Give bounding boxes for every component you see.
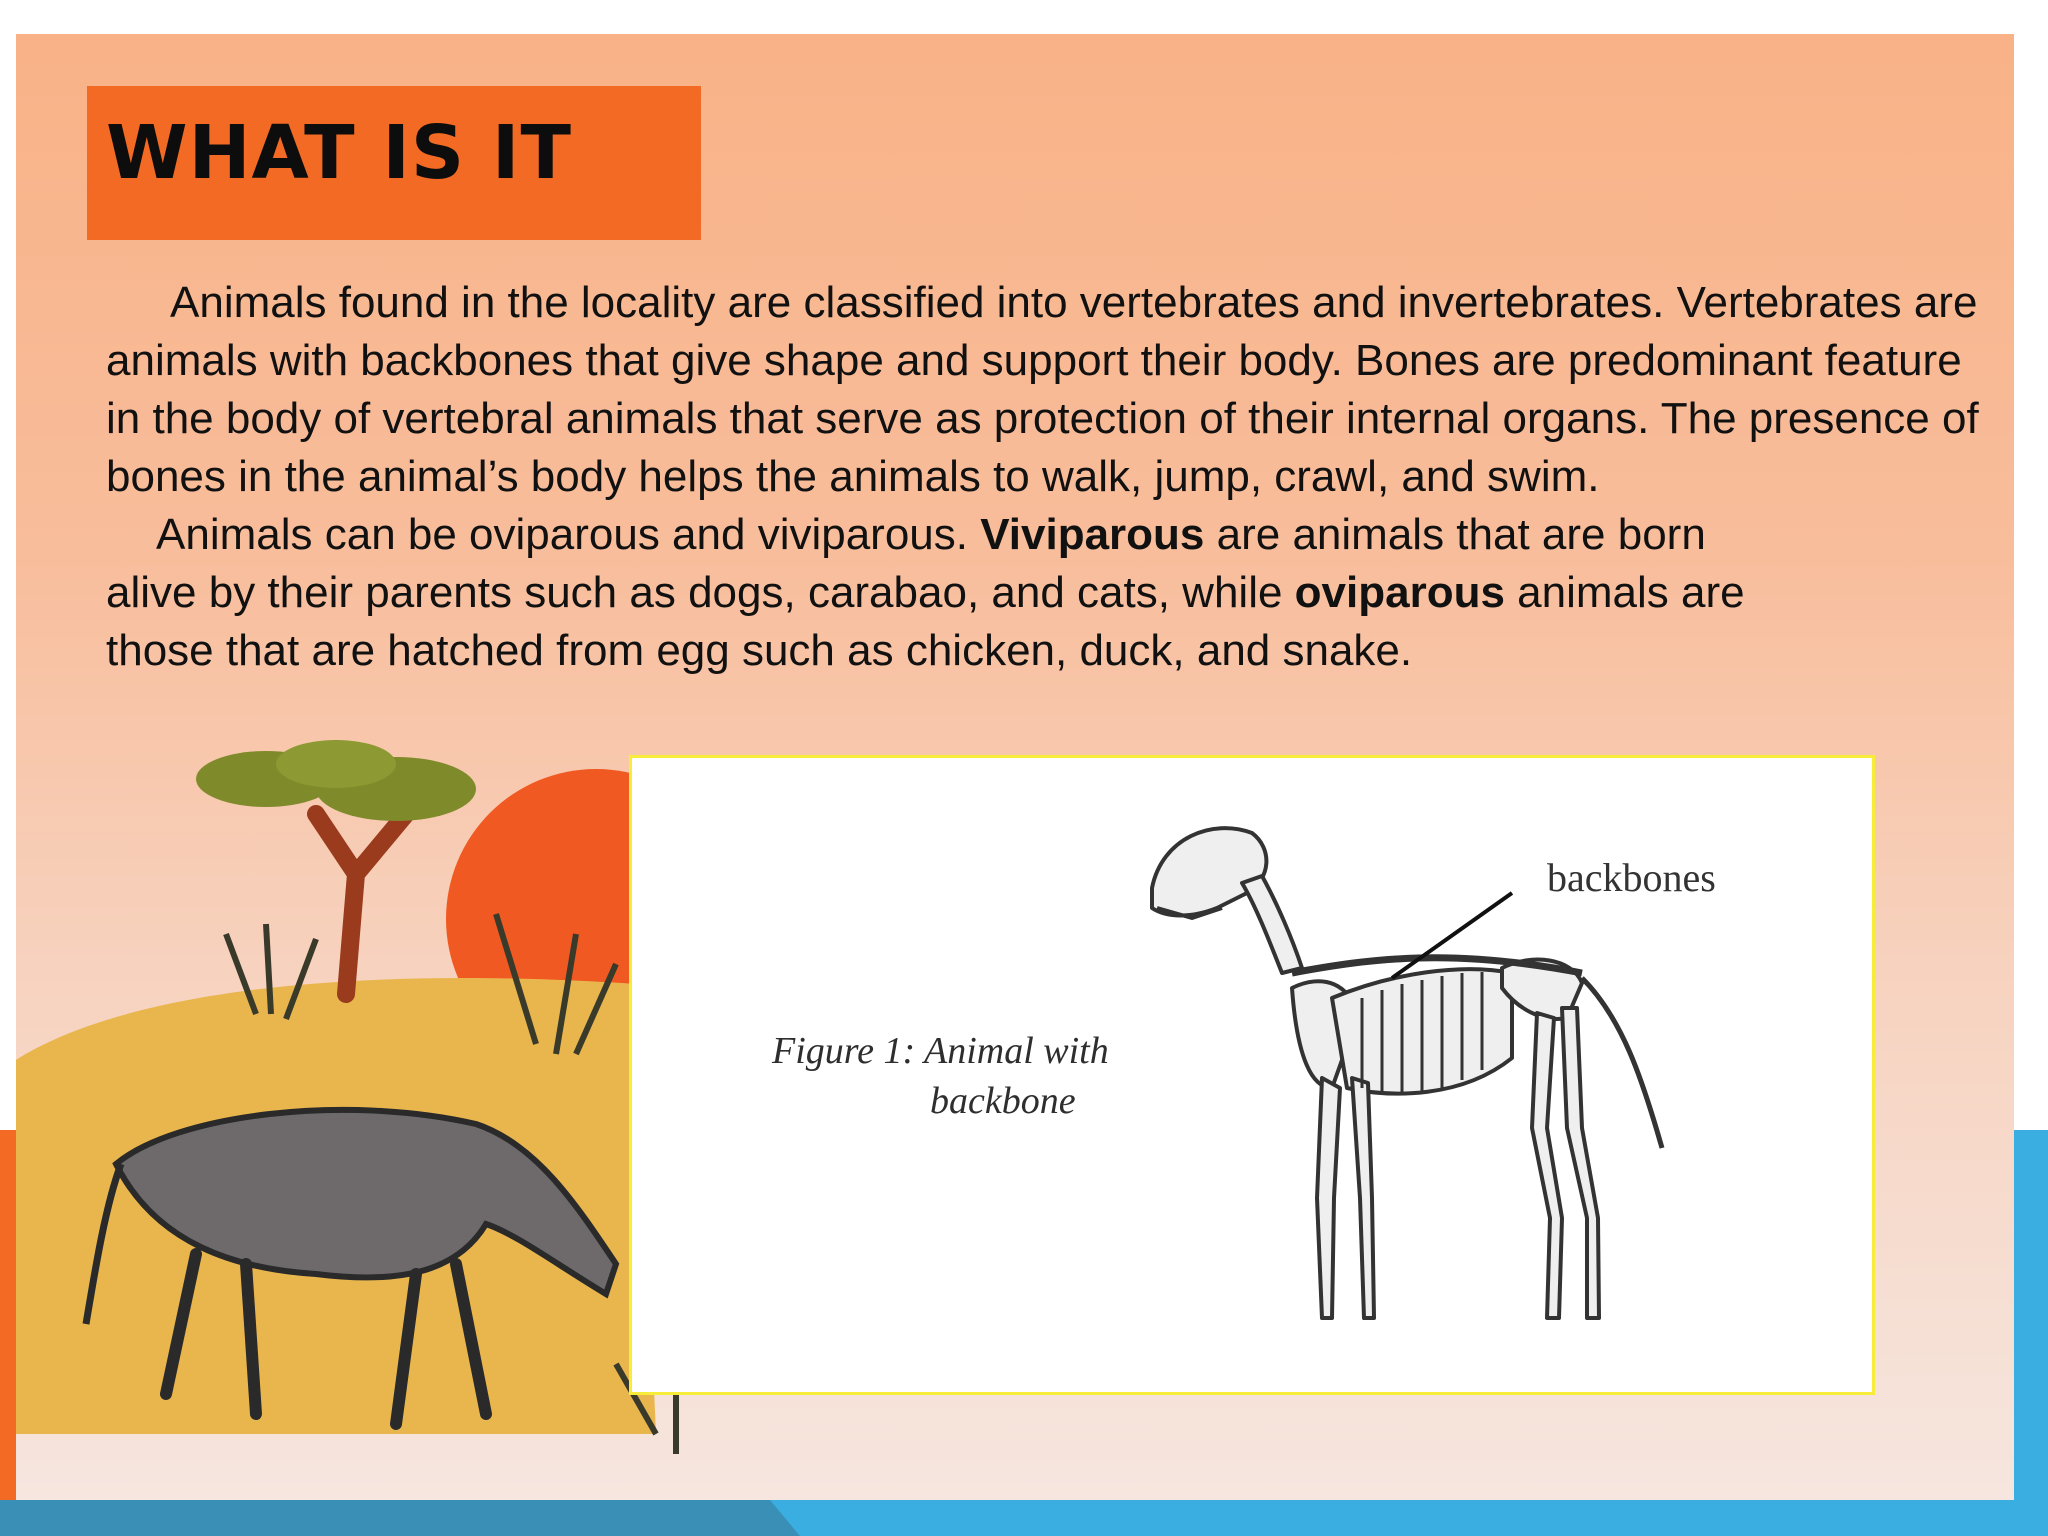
caption-line-2: backbone <box>930 1080 1076 1122</box>
paragraph2-viviparous-text: are animals that are born alive by their parents such as dogs, carabao, and cats, while <box>106 510 1706 617</box>
paragraph-oviparous <box>106 506 1806 680</box>
hind-leg <box>1532 1013 1562 1318</box>
slide-title: WHAT IS IT <box>106 110 572 196</box>
paragraph2-intro: Animals can be oviparous and viviparous. <box>156 510 981 559</box>
term-oviparous: oviparous <box>1294 568 1505 617</box>
tail-line <box>1582 978 1662 1148</box>
bottom-dark-band <box>0 1500 800 1536</box>
figure-skeleton <box>629 755 1875 1395</box>
body-text <box>106 274 1986 680</box>
paragraph-vertebrates <box>106 274 1986 506</box>
backbones-label: backbones <box>1547 855 1716 900</box>
figure-caption <box>772 1026 1132 1126</box>
skull-shape <box>1152 828 1266 915</box>
paragraph2-oviparous-text: animals are those that are hatched from egg such as chicken, duck, and snake. <box>106 568 1745 675</box>
slide <box>16 34 2014 1500</box>
neck-bones <box>1242 876 1302 973</box>
acacia-tree <box>196 740 476 994</box>
front-leg-2 <box>1352 1078 1374 1318</box>
term-viviparous: Viviparous <box>980 510 1205 559</box>
front-leg <box>1317 1078 1340 1318</box>
label-pointer-line <box>1392 893 1512 978</box>
paragraph1-text: Animals found in the locality are classified into vertebrates and invertebrates. Vertebrates are animals with backbones that give shape and support their body. Bones are predominant feature in the body of vertebral animals that serve as protection of their internal organs. The presence of bones in the animal’s body helps the animals to walk, jump, crawl, and swim. <box>106 278 1979 501</box>
hind-leg-2 <box>1562 1008 1599 1318</box>
caption-line-1: Figure 1: Animal with <box>772 1030 1109 1072</box>
